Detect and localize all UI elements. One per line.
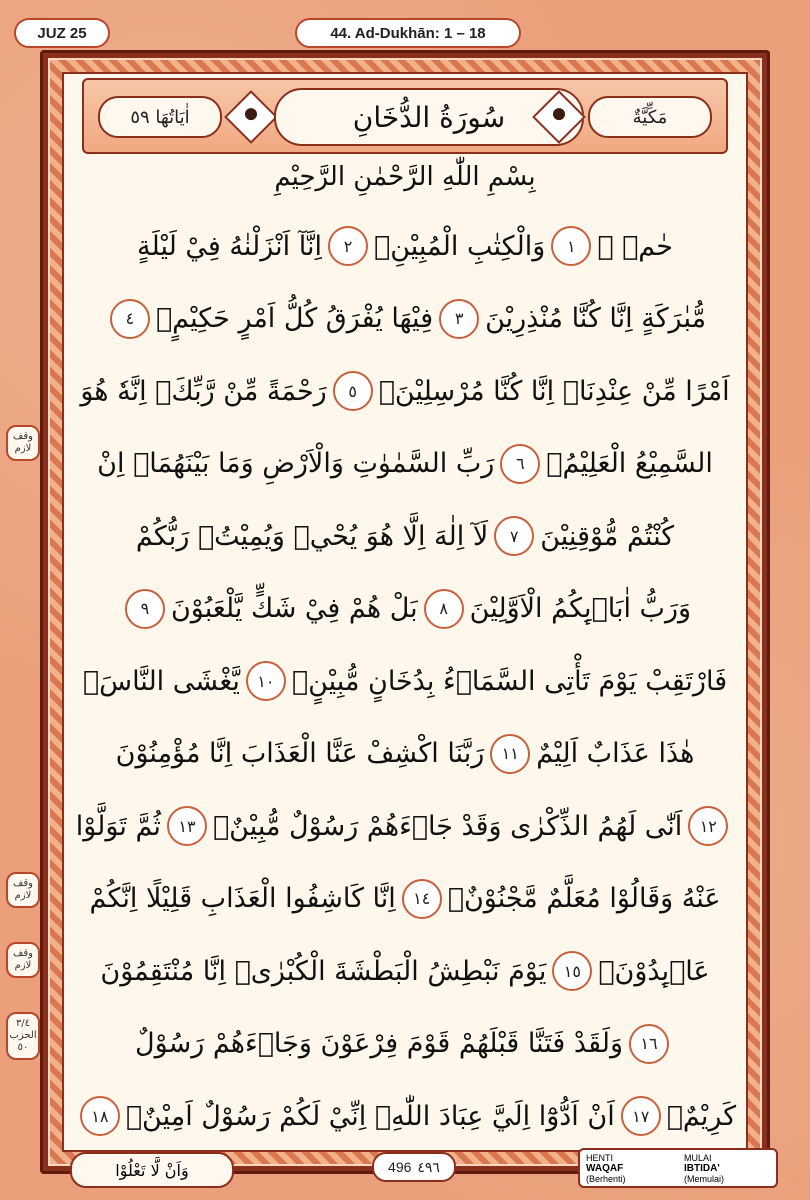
verse-line — [72, 355, 738, 428]
surah-banner — [82, 78, 728, 154]
verse-text: وَلَقَدْ فَتَنَّا قَبْلَهُمْ قَوْمَ فِرْعَوْنَ وَجَاۤءَهُمْ رَسُوْلٌ — [135, 1028, 623, 1060]
ayat-count: اٰيَاتُهَا ٥٩ — [98, 96, 222, 138]
verse-line — [72, 428, 738, 501]
ayah-number-marker: ١٨ — [80, 1096, 120, 1136]
verse-text: يَّغْشَى النَّاسَۗ — [82, 665, 240, 697]
verse-line — [72, 718, 738, 791]
ayah-number-marker: ٩ — [125, 589, 165, 629]
legend-mulai-label: MULAI — [684, 1152, 712, 1163]
ayah-number-marker: ٧ — [494, 516, 534, 556]
verse-line — [72, 863, 738, 936]
ayah-number-marker: ٥ — [333, 371, 373, 411]
verse-text: لَآ اِلٰهَ اِلَّا هُوَ يُحْيٖ وَيُمِيْتُۗ رَبُّكُمْ — [135, 520, 489, 552]
legend-ibtida-sub: (Memulai) — [684, 1173, 725, 1184]
verse-line — [72, 1008, 738, 1081]
verse-line — [72, 790, 738, 863]
verse-line — [72, 645, 738, 718]
legend-waqaf-sub: (Berhenti) — [586, 1173, 626, 1184]
surah-title: سُورَةُ الدُّخَانِ — [274, 88, 584, 146]
revelation-place: مَكِّيَّةٌ — [588, 96, 712, 138]
ayah-number-marker: ١٣ — [167, 806, 207, 846]
verse-text: ثُمَّ تَوَلَّوْا — [75, 810, 161, 842]
verse-text: اَمْرًا مِّنْ عِنْدِنَاۗ اِنَّا كُنَّا مُرْسِلِيْنَۖ — [378, 375, 730, 407]
ornamental-frame — [40, 50, 770, 1174]
hizb-quarter-mark: ٣/٤ الحزب ٥٠ — [6, 1012, 40, 1060]
verse-text: هٰذَا عَذَابٌ اَلِيْمٌ — [536, 738, 695, 770]
verse-text: فَارْتَقِبْ يَوْمَ تَأْتِى السَّمَاۤءُ بِدُخَانٍ مُّبِيْنٍۙ — [291, 665, 728, 697]
page-number-latin: 496 — [388, 1159, 412, 1175]
ayah-number-marker: ١ — [551, 226, 591, 266]
verse-text: بَلْ هُمْ فِيْ شَكٍّ يَّلْعَبُوْنَ — [170, 593, 418, 625]
ayah-number-marker: ١٧ — [621, 1096, 661, 1136]
ayah-number-marker: ٦ — [500, 444, 540, 484]
ayah-number-marker: ٣ — [439, 299, 479, 339]
verse-text: وَرَبُّ اٰبَاۤىِٕكُمُ الْاَوَّلِيْنَ — [469, 593, 692, 625]
ayah-number-marker: ٢ — [328, 226, 368, 266]
juz-label: JUZ 25 — [14, 18, 110, 48]
ayah-number-marker: ١٤ — [402, 879, 442, 919]
verse-text: اَنّٰى لَهُمُ الذِّكْرٰى وَقَدْ جَاۤءَهُمْ رَسُوْلٌ مُّبِيْنٌۙ — [212, 810, 683, 842]
surah-reference: 44. Ad-Dukhān: 1 – 18 — [295, 18, 521, 48]
verse-line — [72, 1080, 738, 1153]
verse-text: رَحْمَةً مِّنْ رَّبِّكَۗ اِنَّهٗ هُوَ — [80, 375, 327, 407]
verse-text: كَرِيْمٌۙ — [666, 1100, 737, 1132]
verse-line — [72, 573, 738, 646]
legend-waqaf — [580, 1150, 678, 1186]
verse-text: عَاۤىِٕدُوْنَۘ — [598, 955, 710, 987]
legend-ibtida-label: IBTIDA' — [684, 1162, 720, 1174]
verse-text: رَبَّنَا اكْشِفْ عَنَّا الْعَذَابَ اِنَّا مُؤْمِنُوْنَ — [115, 738, 485, 770]
page-number — [372, 1152, 456, 1182]
verse-line — [72, 283, 738, 356]
waqaf-lazim-mark: وقف لازم — [6, 942, 40, 978]
waqaf-lazim-mark: وقف لازم — [6, 872, 40, 908]
ayah-number-marker: ١٢ — [688, 806, 728, 846]
verse-lines — [72, 210, 738, 1153]
ayah-number-marker: ١٦ — [629, 1024, 669, 1064]
verse-line — [72, 935, 738, 1008]
basmala: بِسْمِ اللّٰهِ الرَّحْمٰنِ الرَّحِيْمِ — [274, 162, 536, 192]
verse-text: اَنْ اَدُّوْٓا اِلَيَّ عِبَادَ اللّٰهِۗ اِنِّيْ لَكُمْ رَسُوْلٌ اَمِيْنٌۙ — [125, 1100, 615, 1132]
next-page-catchword: وَاَنْ لَّا تَعْلُوْا — [70, 1152, 234, 1188]
ayah-number-marker: ١١ — [490, 734, 530, 774]
verse-text: اِنَّا كَاشِفُوا الْعَذَابِ قَلِيْلًا اِنَّكُمْ — [89, 883, 396, 915]
verse-text: مُّبٰرَكَةٍ اِنَّا كُنَّا مُنْذِرِيْنَ — [485, 303, 707, 335]
verse-text: يَوْمَ نَبْطِشُ الْبَطْشَةَ الْكُبْرٰىۚ اِنَّا مُنْتَقِمُوْنَ — [100, 955, 547, 987]
text-area — [62, 72, 748, 1152]
verse-text: كُنْتُمْ مُّوْقِنِيْنَ — [540, 520, 675, 552]
stop-legend — [578, 1148, 778, 1188]
verse-line — [72, 210, 738, 283]
verse-text: السَّمِيْعُ الْعَلِيْمُۗ — [546, 448, 713, 480]
legend-waqaf-label: WAQAF — [586, 1162, 624, 1174]
ayah-number-marker: ١٥ — [552, 951, 592, 991]
verse-text: فِيْهَا يُفْرَقُ كُلُّ اَمْرٍ حَكِيْمٍۙ — [155, 303, 434, 335]
legend-henti-label: HENTI — [586, 1152, 613, 1163]
page-number-arabic: ٤٩٦ — [417, 1158, 440, 1175]
waqaf-lazim-mark: وقف لازم — [6, 425, 40, 461]
verse-text: رَبِّ السَّمٰوٰتِ وَالْاَرْضِ وَمَا بَيْنَهُمَاۘ اِنْ — [97, 448, 495, 480]
verse-text: اِنَّآ اَنْزَلْنٰهُ فِيْ لَيْلَةٍ — [137, 230, 322, 262]
ayah-number-marker: ١٠ — [246, 661, 286, 701]
rosette-icon — [224, 90, 278, 144]
verse-text: عَنْهُ وَقَالُوْا مُعَلَّمٌ مَّجْنُوْنٌۘ — [447, 883, 721, 915]
verse-text: حٰمۤ ۚ — [597, 230, 673, 262]
legend-ibtida — [678, 1150, 776, 1186]
ayah-number-marker: ٨ — [424, 589, 464, 629]
verse-line — [72, 500, 738, 573]
verse-text: وَالْكِتٰبِ الْمُبِيْنِۙ — [374, 230, 546, 262]
ayah-number-marker: ٤ — [110, 299, 150, 339]
frame-border-pattern — [48, 58, 762, 1166]
